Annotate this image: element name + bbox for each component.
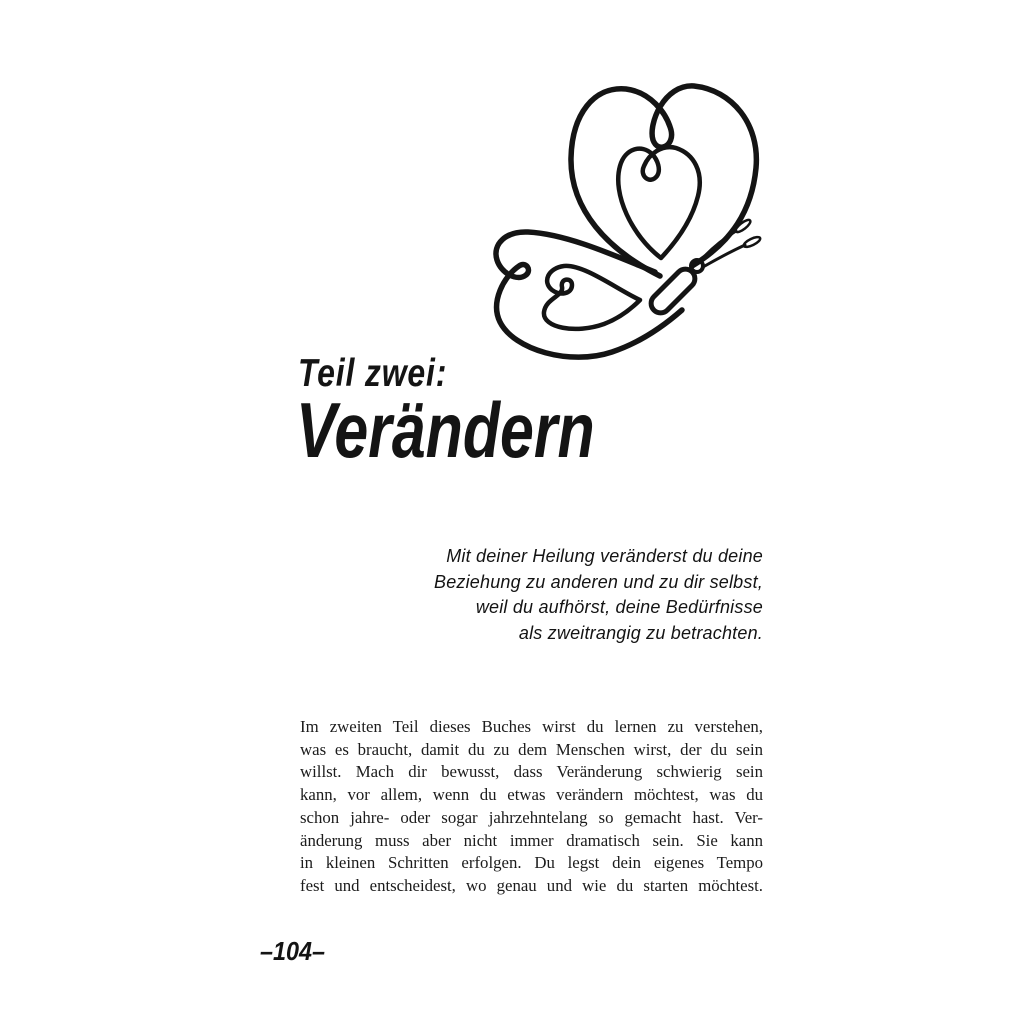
body-line: willst. Mach dir bewusst, dass Veränderung schwierig sein: [300, 762, 763, 782]
part-title: Verändern: [296, 386, 595, 474]
body-line: fest und entscheidest, wo genau und wie du starten möchtest.: [300, 875, 763, 895]
butterfly-illustration: [480, 60, 780, 360]
intro-quote: [434, 544, 763, 646]
body-line: was es braucht, damit du zu dem Menschen wirst, der du sein: [300, 739, 763, 759]
body-line: Im zweiten Teil dieses Buches wirst du lernen zu verstehen,: [300, 717, 763, 736]
quote-line: weil du aufhörst, deine Bedürfnisse: [475, 597, 763, 617]
butterfly-heart-icon: [480, 60, 780, 360]
body-line: schon jahre- oder sogar jahrzehntelang so gemacht hast. Ver-: [300, 807, 763, 827]
quote-line: Mit deiner Heilung veränderst du deine: [446, 546, 763, 566]
body-line: in kleinen Schritten erfolgen. Du legst dein eigenes Tempo: [300, 853, 763, 873]
body-line: änderung muss aber nicht immer dramatisch sein. Sie kann: [300, 830, 763, 850]
body-line: kann, vor allem, wenn du etwas verändern möchtest, was du: [300, 785, 763, 805]
quote-line: als zweitrangig zu betrachten.: [518, 622, 763, 643]
quote-line: Beziehung zu anderen und zu dir selbst,: [433, 571, 763, 592]
part-kicker: Teil zwei:: [298, 352, 448, 395]
body-paragraph: [300, 716, 763, 898]
page-number: –104–: [260, 936, 326, 966]
